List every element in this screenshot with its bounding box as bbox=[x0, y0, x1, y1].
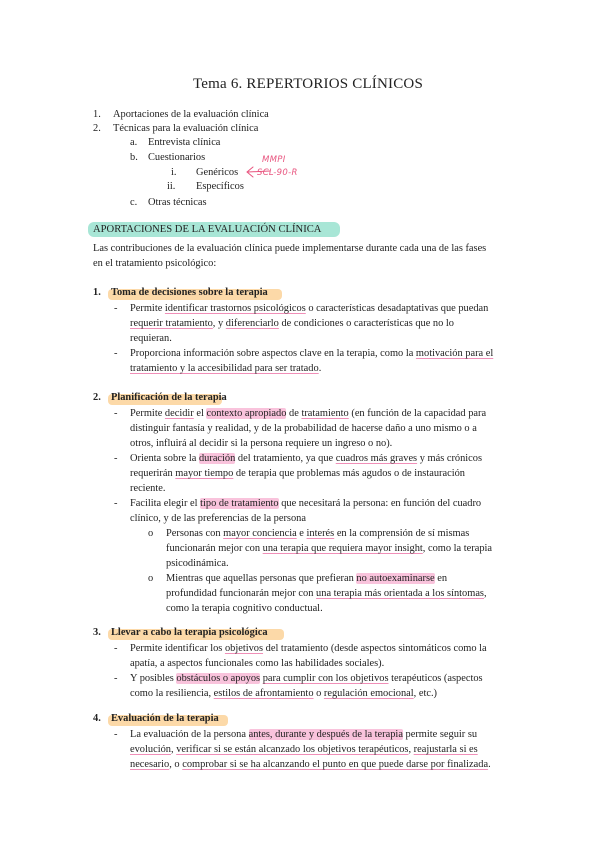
bullet-text: Facilita elegir el tipo de tratamiento que necesitará la persona: en función del cuadro bbox=[130, 498, 482, 509]
toc-number: 2. bbox=[93, 123, 101, 134]
toc-item: Cuestionarios bbox=[148, 152, 206, 163]
bullet-text: Permite identificar trastornos psicológicos o características desadaptativas que puedan bbox=[130, 303, 489, 314]
bullet-text: otros, influirá al decidir si la persona requiere un ingreso o no). bbox=[130, 438, 393, 449]
phase-title: Planificación de la terapia bbox=[111, 392, 227, 403]
bullet-dash: - bbox=[114, 303, 118, 314]
phase-title: Llevar a cabo la terapia psicológica bbox=[111, 627, 268, 638]
bullet-circle: o bbox=[148, 528, 154, 539]
phase-number: 3. bbox=[93, 627, 101, 638]
bullet-text: como la resiliencia, estilos de afrontamiento o regulación emocional, etc.) bbox=[130, 688, 438, 699]
bullet-text: Permite identificar los objetivos del tratamiento (desde aspectos sintomáticos como la bbox=[130, 643, 487, 654]
bullet-dash: - bbox=[114, 643, 118, 654]
page-title: Tema 6. REPERTORIOS CLÍNICOS bbox=[192, 76, 424, 92]
bullet-text: tratamiento y la accesibilidad para ser tratado. bbox=[130, 363, 322, 374]
phase-title: Toma de decisiones sobre la terapia bbox=[111, 287, 268, 298]
toc-number: b. bbox=[130, 152, 138, 163]
toc-number: i. bbox=[171, 167, 177, 178]
bullet-dash: - bbox=[114, 729, 118, 740]
phase-number: 1. bbox=[93, 287, 101, 298]
bullet-dash: - bbox=[114, 408, 118, 419]
handwritten-note-scl: SCL-90-R bbox=[257, 168, 298, 178]
intro-line: Las contribuciones de la evaluación clínica puede implementarse durante cada una de las fases bbox=[93, 243, 487, 254]
toc-item: Otras técnicas bbox=[148, 197, 207, 208]
bullet-text: requerir tratamiento, y diferenciarlo de condiciones o características que no lo bbox=[130, 318, 455, 329]
bullet-circle: o bbox=[148, 573, 154, 584]
bullet-text: psicodinámica. bbox=[166, 558, 229, 569]
bullet-text: Personas con mayor conciencia e interés en la comprensión de sí mismas bbox=[166, 528, 470, 539]
toc-number: ii. bbox=[167, 181, 176, 192]
bullet-text: distinguir fantasía y realidad, y de la probabilidad de hacerse daño a uno mismo o a bbox=[130, 423, 477, 434]
bullet-text: reciente. bbox=[130, 483, 166, 494]
toc-number: 1. bbox=[93, 109, 101, 120]
toc-item: Específicos bbox=[196, 181, 244, 192]
bullet-text: requerirán mayor tiempo de terapia que problemas más agudos o de instauración bbox=[130, 468, 466, 479]
bullet-text: apatía, a aspectos funcionales como las habilidades sociales). bbox=[130, 658, 385, 669]
phase-number: 4. bbox=[93, 713, 101, 724]
bullet-text: La evaluación de la persona antes, durante y después de la terapia permite seguir su bbox=[130, 729, 478, 740]
bullet-dash: - bbox=[114, 498, 118, 509]
toc-item: Aportaciones de la evaluación clínica bbox=[113, 109, 269, 120]
toc-number: c. bbox=[130, 197, 138, 208]
bullet-text: necesario, o comprobar si se ha alcanzando el punto en que puede darse por finalizada. bbox=[130, 759, 491, 770]
bullet-text: Orienta sobre la duración del tratamiento, ya que cuadros más graves y más crónicos bbox=[130, 453, 483, 464]
bullet-text: Proporciona información sobre aspectos clave en la terapia, como la motivación para el bbox=[130, 348, 494, 359]
phase-number: 2. bbox=[93, 392, 101, 403]
bullet-text: Mientras que aquellas personas que prefieran no autoexaminarse en bbox=[166, 573, 448, 584]
intro-line: en el tratamiento psicológico: bbox=[93, 258, 217, 269]
bullet-dash: - bbox=[114, 348, 118, 359]
toc-item: Técnicas para la evaluación clínica bbox=[113, 123, 259, 134]
bullet-text: funcionarán mejor con una terapia que requiera mayor insight, como la terapia bbox=[166, 543, 493, 554]
toc-item: Genéricos bbox=[196, 167, 239, 178]
bullet-dash: - bbox=[114, 453, 118, 464]
bullet-text: requieran. bbox=[130, 333, 172, 344]
bullet-dash: - bbox=[114, 673, 118, 684]
bullet-text: profundidad funcionarán mejor con una terapia más orientada a los síntomas, bbox=[166, 588, 487, 599]
bullet-text: Y posibles obstáculos o apoyos para cumplir con los objetivos terapéuticos (aspectos bbox=[130, 673, 483, 684]
bullet-text: evolución, verificar si se están alcanzado los objetivos terapéuticos, reajustarla si es bbox=[130, 744, 478, 755]
toc-number: a. bbox=[130, 137, 138, 148]
bullet-text: como la terapia cognitivo conductual. bbox=[166, 603, 323, 614]
toc-item: Entrevista clínica bbox=[148, 137, 221, 148]
handwritten-note-mmpi: MMPI bbox=[262, 155, 286, 165]
section-heading: APORTACIONES DE LA EVALUACIÓN CLÍNICA bbox=[93, 224, 322, 235]
bullet-text: Permite decidir el contexto apropiado de tratamiento (en función de la capacidad para bbox=[130, 408, 487, 419]
bullet-text: clínico, y de las preferencias de la persona bbox=[130, 513, 306, 524]
phase-title: Evaluación de la terapia bbox=[111, 713, 219, 724]
